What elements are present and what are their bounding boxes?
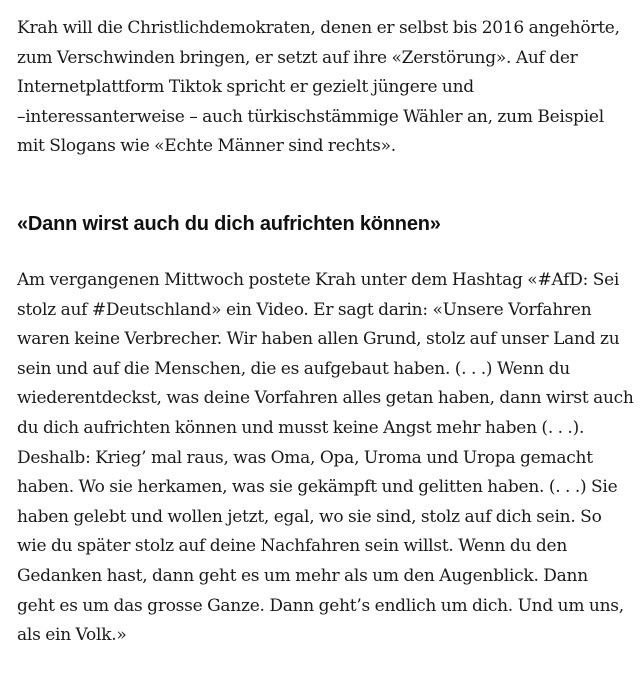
paragraph-line: –interessanterweise – auch türkischstämmige Wähler an, zum Beispiel — [17, 106, 604, 127]
paragraph-line: haben gelebt und wollen jetzt, egal, wo sie sind, stolz auf dich sein. So — [17, 506, 602, 527]
article-paragraph — [17, 14, 629, 162]
paragraph-line: stolz auf #Deutschland» ein Video. Er sagt darin: «Unsere Vorfahren — [17, 299, 592, 320]
paragraph-line: du dich aufrichten können und musst keine Angst mehr haben (. . .). — [17, 417, 585, 438]
paragraph-line: geht es um das grosse Ganze. Dann geht’s endlich um dich. Und um uns, — [17, 595, 624, 616]
paragraph-line: als ein Volk.» — [17, 625, 127, 646]
section-heading: «Dann wirst auch du dich aufrichten können» — [17, 212, 441, 235]
article-paragraph — [17, 266, 634, 651]
paragraph-line: sein und auf die Menschen, die es aufgebaut haben. (. . .) Wenn du — [17, 358, 570, 379]
paragraph-line: haben. Wo sie herkamen, was sie gekämpft und gelitten haben. (. . .) Sie — [17, 477, 618, 498]
paragraph-line: waren keine Verbrecher. Wir haben allen Grund, stolz auf unser Land zu — [17, 329, 620, 350]
paragraph-line: wie du später stolz auf deine Nachfahren sein willst. Wenn du den — [17, 536, 568, 557]
paragraph-line: zum Verschwinden bringen, er setzt auf ihre «Zerstörung». Auf der — [17, 47, 578, 68]
paragraph-line: mit Slogans wie «Echte Männer sind rechts». — [17, 136, 396, 157]
paragraph-line: Deshalb: Krieg’ mal raus, was Oma, Opa, Uroma und Uropa gemacht — [17, 447, 593, 468]
paragraph-line: Am vergangenen Mittwoch postete Krah unter dem Hashtag «#AfD: Sei — [17, 269, 620, 290]
paragraph-line: Internetplattform Tiktok spricht er gezielt jüngere und — [17, 77, 474, 98]
paragraph-line: Gedanken hast, dann geht es um mehr als um den Augenblick. Dann — [17, 565, 588, 586]
article-body — [17, 14, 634, 651]
paragraph-line: Krah will die Christlichdemokraten, denen er selbst bis 2016 angehörte, — [17, 18, 620, 38]
paragraph-line: wiederentdeckst, was deine Vorfahren alles getan haben, dann wirst auch — [17, 388, 634, 409]
